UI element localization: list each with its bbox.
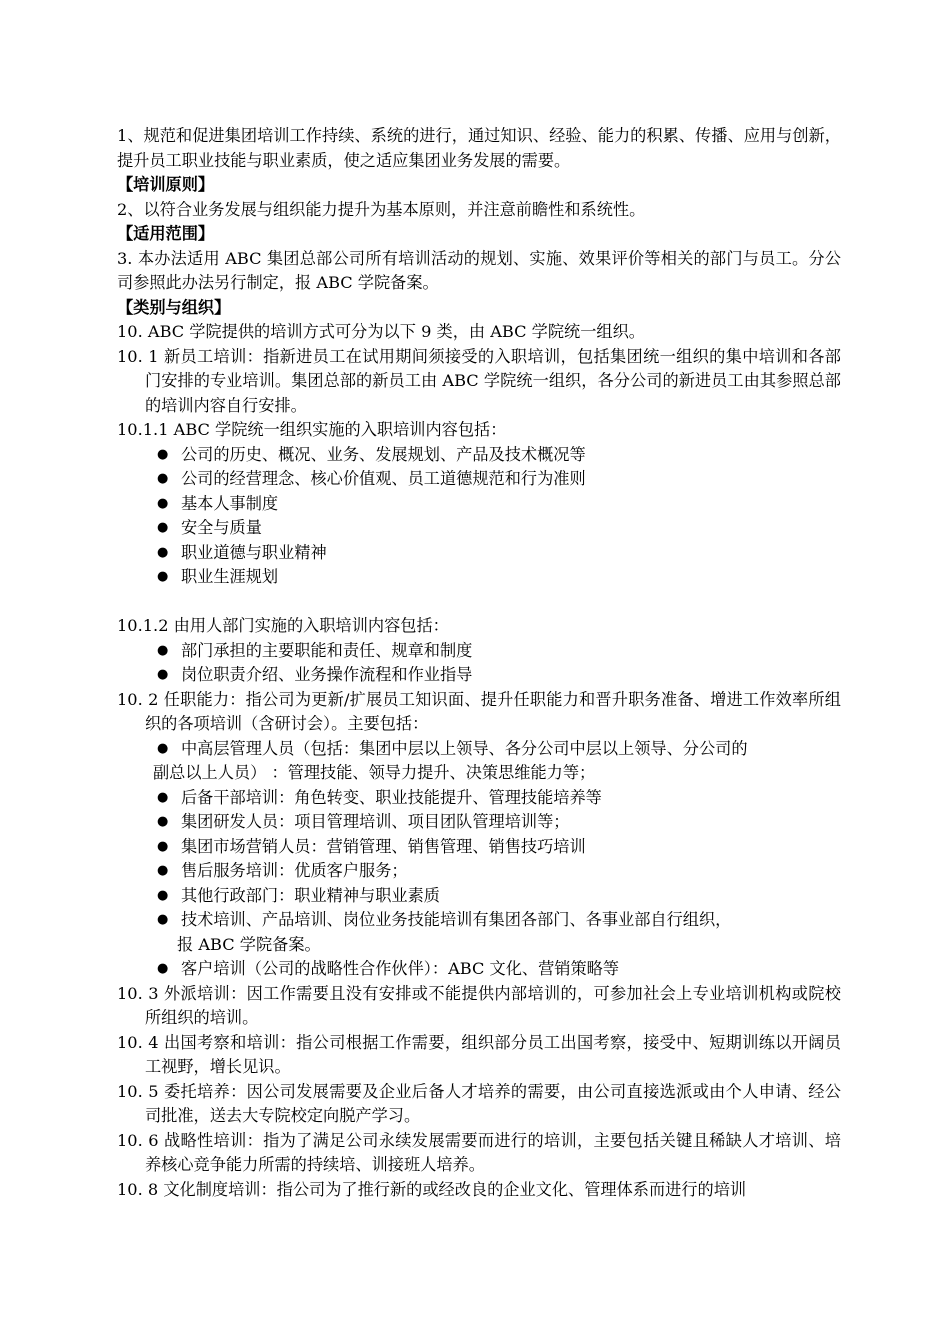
section-10-5-paragraph: 10. 5 委托培养：因公司发展需要及企业后备人才培养的需要，由公司直接选派或由个人申请、经公司批准，送去大专院校定向脱产学习。 bbox=[117, 1081, 841, 1125]
section-10-1-paragraph: 10. 1 新员工培训：指新进员工在试用期间须接受的入职培训，包括集团统一组织的集中培训和各部门安排的专业培训。集团总部的新员工由 ABC 学院统一组织，各分公司的新进员工由其参照总部的培训内容自行安排。 bbox=[117, 346, 841, 415]
bullet-icon: ● bbox=[157, 838, 169, 854]
list-item: ● 其他行政部门：职业精神与职业素质 bbox=[117, 884, 841, 909]
section-10-paragraph: 10. ABC 学院提供的培训方式可分为以下 9 类，由 ABC 学院统一组织。 bbox=[117, 322, 645, 341]
list-item: ● 集团研发人员：项目管理培训、项目团队管理培训等； bbox=[117, 810, 841, 835]
bullet-icon: ● bbox=[157, 520, 169, 535]
list-item: ● 岗位职责介绍、业务操作流程和作业指导 bbox=[117, 663, 841, 688]
list-item: ● 后备干部培训：角色转变、职业技能提升、管理技能培养等 bbox=[117, 786, 841, 811]
bullet-icon: ● bbox=[157, 961, 169, 976]
section-10-3-paragraph: 10. 3 外派培训：因工作需要且没有安排或不能提供内部培训的，可参加社会上专业培训机构或院校所组织的培训。 bbox=[117, 983, 841, 1027]
list-10-1-2 bbox=[117, 639, 841, 688]
section-10-1-2-paragraph: 10.1.2 由用人部门实施的入职培训内容包括： bbox=[117, 616, 449, 635]
heading-scope: 【适用范围】 bbox=[117, 224, 215, 243]
bullet-icon: ● bbox=[157, 471, 169, 486]
purpose-paragraph: 1、规范和促进集团培训工作持续、系统的进行，通过知识、经验、能力的积累、传播、应用与创新，提升员工职业技能与职业素质，使之适应集团业务发展的需要。 bbox=[117, 126, 841, 170]
bullet-icon: ● bbox=[157, 642, 169, 658]
scope-paragraph: 3. 本办法适用 ABC 集团总部公司所有培训活动的规划、实施、效果评价等相关的部门与员工。分公司参照此办法另行制定，报 ABC 学院备案。 bbox=[117, 248, 841, 292]
bullet-icon: ● bbox=[157, 667, 169, 682]
heading-category: 【类别与组织】 bbox=[117, 297, 231, 317]
list-item: ● 中高层管理人员（包括：集团中层以上领导、各分公司中层以上领导、分公司的 副总以上人员） ：管理技能、领导力提升、决策思维能力等； bbox=[153, 738, 748, 782]
list-item: ● 技术培训、产品培训、岗位业务技能培训有集团各部门、各事业部自行组织， 报 ABC 学院备案。 bbox=[157, 910, 732, 954]
section-10-2-paragraph: 10. 2 任职能力：指公司为更新/扩展员工知识面、提升任职能力和晋升职务准备、增进工作效率所组织的各项培训（含研讨会）。主要包括： bbox=[117, 689, 841, 733]
principle-paragraph: 2、以符合业务发展与组织能力提升为基本原则，并注意前瞻性和系统性。 bbox=[117, 199, 646, 219]
list-item: ● 集团市场营销人员：营销管理、销售管理、销售技巧培训 bbox=[117, 835, 841, 860]
list-item: ● 售后服务培训：优质客户服务； bbox=[117, 859, 841, 884]
blank-line bbox=[117, 590, 841, 615]
section-10-1-1-paragraph: 10.1.1 ABC 学院统一组织实施的入职培训内容包括： bbox=[117, 420, 507, 439]
bullet-icon: ● bbox=[157, 740, 169, 756]
list-10-2 bbox=[117, 737, 841, 982]
bullet-icon: ● bbox=[157, 446, 169, 462]
section-10-6-paragraph: 10. 6 战略性培训：指为了满足公司永续发展需要而进行的培训，主要包括关键且稀缺人才培训、培养核心竞争能力所需的持续培、训接班人培养。 bbox=[117, 1130, 841, 1174]
list-item: ● 公司的经营理念、核心价值观、员工道德规范和行为准则 bbox=[117, 467, 841, 492]
section-10-8-paragraph: 10. 8 文化制度培训：指公司为了推行新的或经改良的企业文化、管理体系而进行的培训 bbox=[117, 1179, 747, 1199]
bullet-icon: ● bbox=[157, 569, 169, 584]
list-item: ● 基本人事制度 bbox=[117, 492, 841, 517]
bullet-icon: ● bbox=[157, 814, 169, 829]
bullet-icon: ● bbox=[157, 495, 169, 511]
bullet-icon: ● bbox=[157, 887, 169, 903]
document-page bbox=[117, 124, 841, 1202]
list-item: ● 部门承担的主要职能和责任、规章和制度 bbox=[117, 639, 841, 664]
bullet-icon: ● bbox=[157, 544, 169, 560]
bullet-icon: ● bbox=[157, 789, 169, 805]
section-10-4-paragraph: 10. 4 出国考察和培训：指公司根据工作需要，组织部分员工出国考察，接受中、短期训练以开阔员工视野，增长见识。 bbox=[117, 1032, 841, 1076]
list-item: ● 客户培训（公司的战略性合作伙伴）：ABC 文化、营销策略等 bbox=[117, 957, 841, 982]
list-item: ● 职业生涯规划 bbox=[117, 565, 841, 590]
list-item: ● 职业道德与职业精神 bbox=[117, 541, 841, 566]
heading-principle: 【培训原则】 bbox=[117, 175, 215, 194]
list-item: ● 安全与质量 bbox=[117, 516, 841, 541]
bullet-icon: ● bbox=[157, 912, 169, 927]
list-item: ● 公司的历史、概况、业务、发展规划、产品及技术概况等 bbox=[117, 443, 841, 468]
list-10-1-1 bbox=[117, 443, 841, 590]
bullet-icon: ● bbox=[157, 863, 169, 878]
